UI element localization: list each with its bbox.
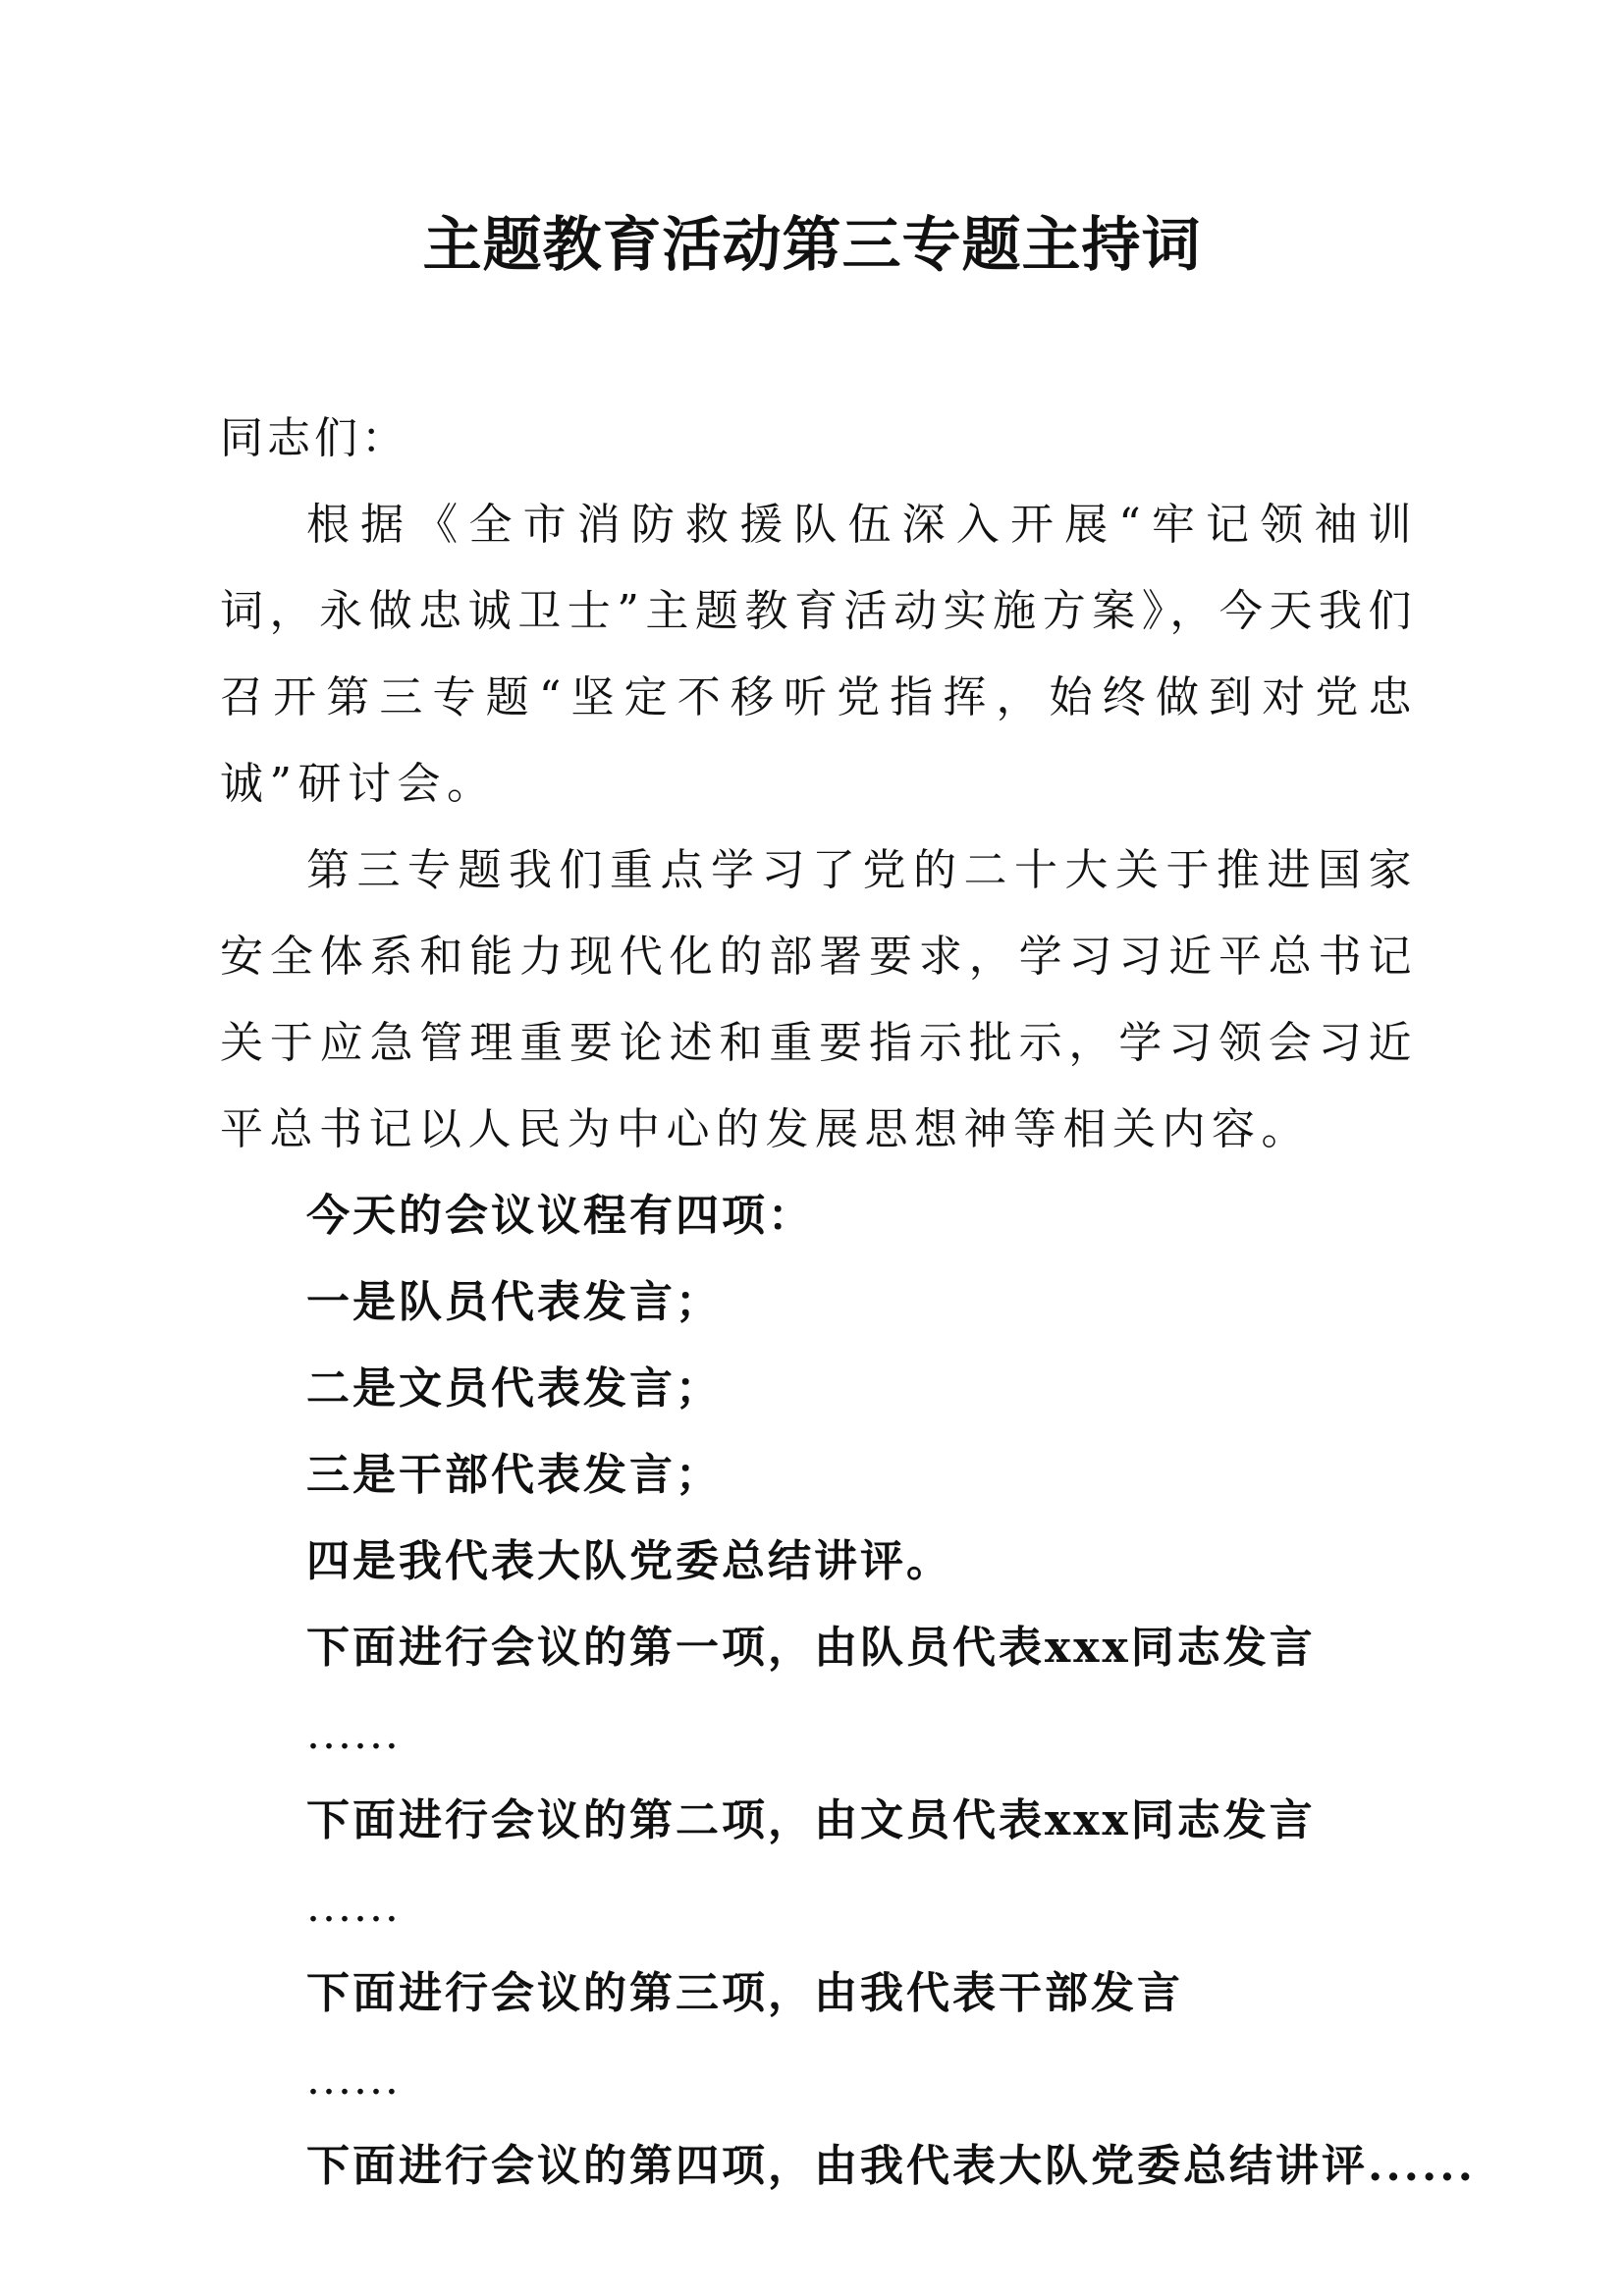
proceeding-item-3: 下面进行会议的第三项，由我代表干部发言 [306,1968,1183,2018]
agenda-intro: 今天的会议议程有四项： [306,1191,814,1241]
paragraph-study-content: 第三专题我们重点学习了党的二十大关于推进国家安全体系和能力现代化的部署要求，学习习近平总书记关于应急管理重要论述和重要指示批示，学习领会习近平总书记以人民为中心的发展思想神等相关内容。 [220,845,1418,1154]
proceeding-item-1: 下面进行会议的第一项，由队员代表xxx同志发言 [306,1623,1316,1673]
ellipsis-line: ...... [306,2055,401,2105]
proceeding-item-4: 下面进行会议的第四项，由我代表大队党委总结讲评...... [306,2141,1476,2191]
proceeding-item-2: 下面进行会议的第二项，由文员代表xxx同志发言 [306,1795,1316,1845]
agenda-item: 四是我代表大队党委总结讲评。 [306,1536,952,1586]
agenda-item: 三是干部代表发言； [306,1450,722,1500]
ellipsis-line: ...... [306,1709,401,1759]
document-title: 主题教育活动第三专题主持词 [422,211,1202,280]
agenda-item: 一是队员代表发言； [306,1277,722,1327]
salutation: 同志们： [220,413,408,463]
ellipsis-line: ...... [306,1882,401,1932]
agenda-item: 二是文员代表发言； [306,1363,722,1414]
paragraph-intro: 根据《全市消防救援队伍深入开展“牢记领袖训词，永做忠诚卫士”主题教育活动实施方案》，今天我们召开第三专题“坚定不移听党指挥，始终做到对党忠诚”研讨会。 [220,500,1418,809]
document-body [220,396,1476,2210]
